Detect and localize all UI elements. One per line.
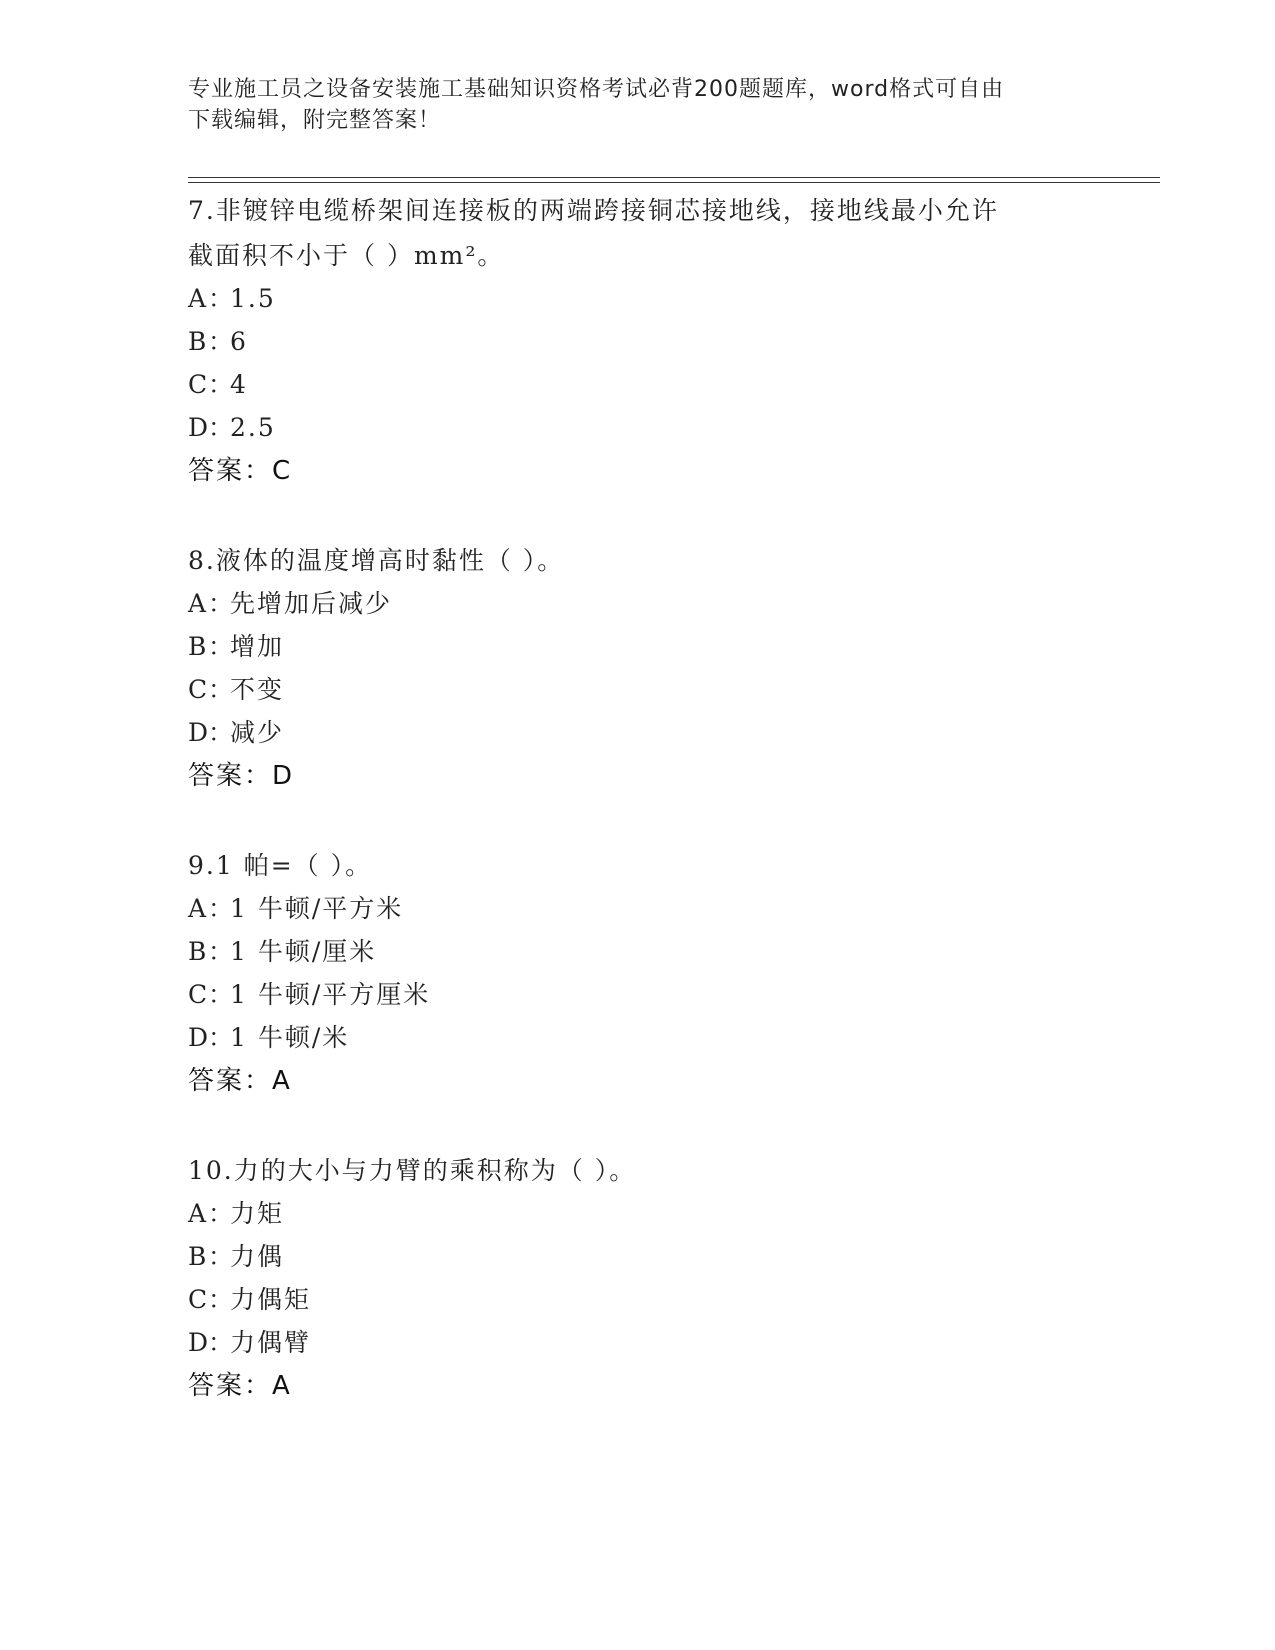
option-text: 力偶矩	[230, 1285, 312, 1314]
option-letter: B	[188, 1242, 209, 1271]
question-stem-line: 7.非镀锌电缆桥架间连接板的两端跨接铜芯接地线，接地线最小允许	[188, 196, 999, 225]
option-letter: D	[188, 413, 211, 442]
answer-option	[188, 887, 1088, 930]
option-separator: ：	[208, 1199, 236, 1228]
question-stem-line: 8.液体的温度增高时黏性（ ）。	[188, 546, 565, 575]
option-separator: ：	[208, 1285, 236, 1314]
question-block	[188, 1149, 1088, 1407]
answer-option	[188, 277, 1088, 320]
question-stem	[188, 189, 1088, 277]
header-divider-top	[188, 177, 1160, 178]
option-text: 1 牛顿/平方米	[230, 894, 404, 923]
option-separator: ：	[208, 937, 236, 966]
header-line-1: 专业施工员之设备安装施工基础知识资格考试必背200题题库，word格式可自由	[188, 77, 1005, 102]
option-separator: ：	[208, 675, 236, 704]
question-stem-line: 9.1 帕=（ ）。	[188, 851, 373, 880]
document-header	[188, 74, 1068, 136]
option-text: 力矩	[230, 1199, 285, 1228]
option-text: 4	[230, 370, 248, 399]
option-letter: A	[188, 284, 209, 313]
answer-key: 答案：D	[188, 761, 295, 791]
option-text: 1.5	[230, 284, 276, 313]
option-letter: B	[188, 632, 209, 661]
answer-option	[188, 406, 1088, 449]
option-letter: C	[188, 370, 210, 399]
answer-option	[188, 973, 1088, 1016]
option-separator: ：	[208, 589, 236, 618]
answer-key: 答案：A	[188, 1371, 292, 1401]
option-text: 力偶臂	[230, 1328, 312, 1357]
option-letter: A	[188, 589, 209, 618]
option-letter: A	[188, 1199, 209, 1228]
question-block	[188, 539, 1088, 797]
header-line-2: 下载编辑，附完整答案！	[188, 108, 442, 133]
answer-option	[188, 625, 1088, 668]
option-separator: ：	[208, 327, 236, 356]
option-text: 2.5	[230, 413, 276, 442]
option-text: 1 牛顿/米	[230, 1023, 350, 1052]
answer-option	[188, 363, 1088, 406]
question-block	[188, 844, 1088, 1102]
option-text: 增加	[230, 632, 285, 661]
answer-key: 答案：C	[188, 456, 293, 486]
option-separator: ：	[208, 1242, 236, 1271]
option-text: 1 牛顿/厘米	[230, 937, 377, 966]
option-separator: ：	[208, 1328, 236, 1357]
option-text: 6	[230, 327, 248, 356]
option-letter: C	[188, 675, 210, 704]
option-text: 不变	[230, 675, 285, 704]
answer-option	[188, 1235, 1088, 1278]
option-letter: A	[188, 894, 209, 923]
option-text: 先增加后减少	[230, 589, 393, 618]
answer-option	[188, 930, 1088, 973]
option-separator: ：	[208, 370, 236, 399]
option-letter: C	[188, 1285, 210, 1314]
question-list	[188, 189, 1088, 1454]
question-stem-line: 10.力的大小与力臂的乘积称为（ ）。	[188, 1156, 637, 1185]
option-letter: B	[188, 327, 209, 356]
question-stem-line: 截面积不小于（ ）mm²。	[188, 241, 505, 270]
answer-option	[188, 668, 1088, 711]
answer-option	[188, 711, 1088, 754]
option-letter: B	[188, 937, 209, 966]
option-text: 力偶	[230, 1242, 285, 1271]
option-letter: D	[188, 718, 211, 747]
option-separator: ：	[208, 632, 236, 661]
answer-option	[188, 1016, 1088, 1059]
answer-option	[188, 1321, 1088, 1364]
answer-option	[188, 320, 1088, 363]
question-stem	[188, 539, 1088, 582]
option-text: 1 牛顿/平方厘米	[230, 980, 431, 1009]
option-separator: ：	[208, 284, 236, 313]
answer-option	[188, 582, 1088, 625]
option-separator: ：	[208, 1023, 236, 1052]
option-separator: ：	[208, 718, 236, 747]
answer-option	[188, 1278, 1088, 1321]
answer-option	[188, 1192, 1088, 1235]
answer-key: 答案：A	[188, 1066, 292, 1096]
option-letter: D	[188, 1328, 211, 1357]
question-stem	[188, 1149, 1088, 1192]
option-separator: ：	[208, 413, 236, 442]
option-separator: ：	[208, 980, 236, 1009]
question-block	[188, 189, 1088, 492]
option-letter: D	[188, 1023, 211, 1052]
option-text: 减少	[230, 718, 285, 747]
option-separator: ：	[208, 894, 236, 923]
option-letter: C	[188, 980, 210, 1009]
header-divider-bottom	[188, 182, 1160, 183]
question-stem	[188, 844, 1088, 887]
